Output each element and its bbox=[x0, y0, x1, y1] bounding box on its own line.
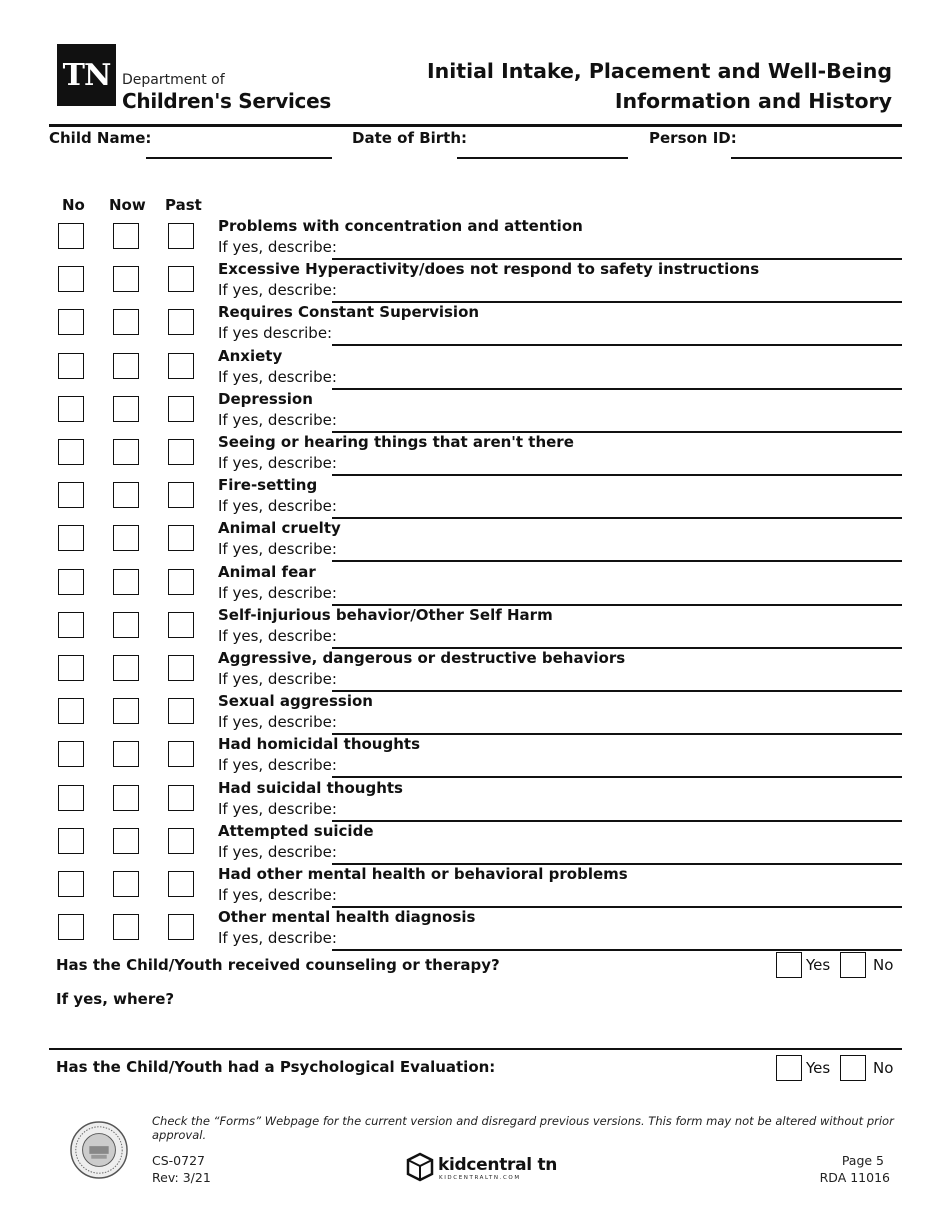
column-header-now: Now bbox=[109, 196, 146, 214]
now-checkbox[interactable] bbox=[113, 482, 139, 508]
item-describe-field[interactable] bbox=[332, 344, 902, 346]
item-describe-label: If yes, describe: bbox=[218, 497, 337, 515]
item-describe-label: If yes, describe: bbox=[218, 756, 337, 774]
no-checkbox[interactable] bbox=[58, 266, 84, 292]
dob-label: Date of Birth: bbox=[352, 129, 468, 147]
item-title: Requires Constant Supervision bbox=[218, 303, 480, 321]
no-checkbox[interactable] bbox=[58, 525, 84, 551]
no-checkbox[interactable] bbox=[58, 482, 84, 508]
no-checkbox[interactable] bbox=[58, 741, 84, 767]
page-number: Page 5 bbox=[841, 1153, 884, 1168]
psych-eval-no-label: No bbox=[873, 1059, 894, 1077]
item-title: Depression bbox=[218, 390, 313, 408]
past-checkbox[interactable] bbox=[168, 525, 194, 551]
item-title: Fire-setting bbox=[218, 476, 318, 494]
rda-number: RDA 11016 bbox=[819, 1170, 890, 1185]
item-title: Excessive Hyperactivity/does not respond to safety instructions bbox=[218, 260, 760, 278]
counseling-yes-label: Yes bbox=[806, 956, 831, 974]
item-title: Anxiety bbox=[218, 347, 283, 365]
now-checkbox[interactable] bbox=[113, 396, 139, 422]
counseling-no-checkbox[interactable] bbox=[840, 952, 866, 978]
item-describe-label: If yes, describe: bbox=[218, 238, 337, 256]
counseling-no-label: No bbox=[873, 956, 894, 974]
item-title: Problems with concentration and attention bbox=[218, 217, 583, 235]
item-describe-label: If yes, describe: bbox=[218, 584, 337, 602]
past-checkbox[interactable] bbox=[168, 914, 194, 940]
item-describe-field[interactable] bbox=[332, 949, 902, 951]
past-checkbox[interactable] bbox=[168, 612, 194, 638]
item-title: Aggressive, dangerous or destructive behaviors bbox=[218, 649, 626, 667]
item-describe-field[interactable] bbox=[332, 517, 902, 519]
no-checkbox[interactable] bbox=[58, 309, 84, 335]
item-title: Animal fear bbox=[218, 563, 316, 581]
item-describe-field[interactable] bbox=[332, 776, 902, 778]
now-checkbox[interactable] bbox=[113, 525, 139, 551]
item-describe-field[interactable] bbox=[332, 474, 902, 476]
item-describe-label: If yes, describe: bbox=[218, 800, 337, 818]
past-checkbox[interactable] bbox=[168, 569, 194, 595]
item-title: Had other mental health or behavioral problems bbox=[218, 865, 628, 883]
footer-notice: Check the “Forms” Webpage for the current version and disregard previous versions. This form may not be altered without prior approval. bbox=[152, 1114, 894, 1142]
kidcentral-logo-icon bbox=[405, 1152, 435, 1182]
psych-eval-yes-checkbox[interactable] bbox=[776, 1055, 802, 1081]
state-seal-icon bbox=[70, 1121, 128, 1179]
item-describe-field[interactable] bbox=[332, 690, 902, 692]
kidcentral-brand: kidcentral tn bbox=[438, 1155, 558, 1175]
no-checkbox[interactable] bbox=[58, 223, 84, 249]
item-describe-label: If yes, describe: bbox=[218, 368, 337, 386]
item-title: Self-injurious behavior/Other Self Harm bbox=[218, 606, 553, 624]
counseling-yes-checkbox[interactable] bbox=[776, 952, 802, 978]
no-checkbox[interactable] bbox=[58, 569, 84, 595]
no-checkbox[interactable] bbox=[58, 828, 84, 854]
now-checkbox[interactable] bbox=[113, 439, 139, 465]
past-checkbox[interactable] bbox=[168, 655, 194, 681]
item-describe-label: If yes, describe: bbox=[218, 843, 337, 861]
past-checkbox[interactable] bbox=[168, 785, 194, 811]
child-name-field[interactable] bbox=[146, 157, 332, 159]
form-title-line1: Initial Intake, Placement and Well-Being bbox=[427, 59, 892, 83]
past-checkbox[interactable] bbox=[168, 266, 194, 292]
person-id-label: Person ID: bbox=[649, 129, 737, 147]
past-checkbox[interactable] bbox=[168, 309, 194, 335]
no-checkbox[interactable] bbox=[58, 914, 84, 940]
item-describe-field[interactable] bbox=[332, 560, 902, 562]
item-describe-label: If yes, describe: bbox=[218, 411, 337, 429]
item-describe-label: If yes, describe: bbox=[218, 713, 337, 731]
now-checkbox[interactable] bbox=[113, 223, 139, 249]
now-checkbox[interactable] bbox=[113, 266, 139, 292]
item-describe-label: If yes, describe: bbox=[218, 540, 337, 558]
header-rule bbox=[49, 124, 902, 127]
dob-field[interactable] bbox=[457, 157, 628, 159]
now-checkbox[interactable] bbox=[113, 914, 139, 940]
psych-eval-yes-label: Yes bbox=[806, 1059, 831, 1077]
no-checkbox[interactable] bbox=[58, 698, 84, 724]
no-checkbox[interactable] bbox=[58, 655, 84, 681]
child-name-label: Child Name: bbox=[49, 129, 152, 147]
column-header-past: Past bbox=[165, 196, 202, 214]
psych-eval-no-checkbox[interactable] bbox=[840, 1055, 866, 1081]
past-checkbox[interactable] bbox=[168, 353, 194, 379]
now-checkbox[interactable] bbox=[113, 569, 139, 595]
past-checkbox[interactable] bbox=[168, 698, 194, 724]
item-title: Animal cruelty bbox=[218, 519, 341, 537]
item-title: Other mental health diagnosis bbox=[218, 908, 476, 926]
item-describe-label: If yes, describe: bbox=[218, 670, 337, 688]
item-title: Seeing or hearing things that aren't there bbox=[218, 433, 574, 451]
tn-logo: TN bbox=[57, 44, 116, 106]
item-title: Attempted suicide bbox=[218, 822, 374, 840]
item-describe-label: If yes, describe: bbox=[218, 281, 337, 299]
now-checkbox[interactable] bbox=[113, 309, 139, 335]
no-checkbox[interactable] bbox=[58, 396, 84, 422]
form-title-line2: Information and History bbox=[614, 89, 892, 113]
now-checkbox[interactable] bbox=[113, 871, 139, 897]
form-revision: Rev: 3/21 bbox=[152, 1170, 211, 1185]
item-describe-label: If yes describe: bbox=[218, 324, 333, 342]
form-title bbox=[427, 56, 892, 116]
past-checkbox[interactable] bbox=[168, 439, 194, 465]
item-title: Sexual aggression bbox=[218, 692, 373, 710]
item-describe-label: If yes, describe: bbox=[218, 886, 337, 904]
item-describe-field[interactable] bbox=[332, 820, 902, 822]
kidcentral-url: KIDCENTRALTN.COM bbox=[439, 1175, 521, 1181]
psych-eval-question: Has the Child/Youth had a Psychological Evaluation: bbox=[56, 1058, 496, 1076]
column-header-no: No bbox=[62, 196, 85, 214]
past-checkbox[interactable] bbox=[168, 396, 194, 422]
now-checkbox[interactable] bbox=[113, 741, 139, 767]
item-describe-label: If yes, describe: bbox=[218, 627, 337, 645]
dept-name-line1: Department of bbox=[122, 72, 225, 88]
now-checkbox[interactable] bbox=[113, 828, 139, 854]
past-checkbox[interactable] bbox=[168, 482, 194, 508]
now-checkbox[interactable] bbox=[113, 655, 139, 681]
now-checkbox[interactable] bbox=[113, 785, 139, 811]
now-checkbox[interactable] bbox=[113, 698, 139, 724]
counseling-question: Has the Child/Youth received counseling or therapy? bbox=[56, 956, 500, 974]
item-describe-label: If yes, describe: bbox=[218, 929, 337, 947]
item-title: Had homicidal thoughts bbox=[218, 735, 420, 753]
item-describe-label: If yes, describe: bbox=[218, 454, 337, 472]
dept-name-line2: Children's Services bbox=[122, 89, 331, 113]
no-checkbox[interactable] bbox=[58, 439, 84, 465]
no-checkbox[interactable] bbox=[58, 353, 84, 379]
no-checkbox[interactable] bbox=[58, 871, 84, 897]
now-checkbox[interactable] bbox=[113, 612, 139, 638]
person-id-field[interactable] bbox=[731, 157, 902, 159]
past-checkbox[interactable] bbox=[168, 223, 194, 249]
no-checkbox[interactable] bbox=[58, 785, 84, 811]
counseling-where-field[interactable] bbox=[49, 1048, 902, 1050]
item-title: Had suicidal thoughts bbox=[218, 779, 403, 797]
past-checkbox[interactable] bbox=[168, 828, 194, 854]
no-checkbox[interactable] bbox=[58, 612, 84, 638]
past-checkbox[interactable] bbox=[168, 741, 194, 767]
now-checkbox[interactable] bbox=[113, 353, 139, 379]
form-number: CS-0727 bbox=[152, 1153, 205, 1168]
past-checkbox[interactable] bbox=[168, 871, 194, 897]
counseling-where-label: If yes, where? bbox=[56, 990, 175, 1008]
item-describe-field[interactable] bbox=[332, 388, 902, 390]
